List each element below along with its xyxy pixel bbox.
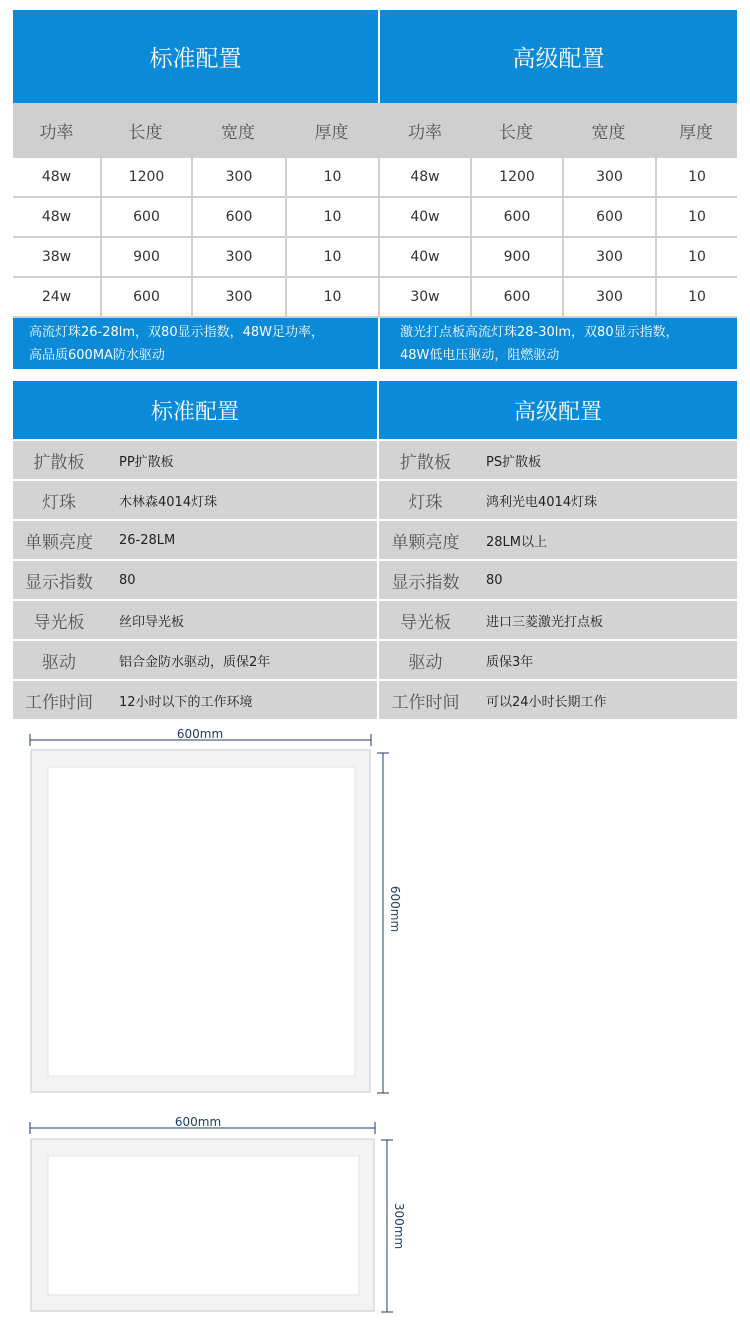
config-label: 扩散板 (33, 452, 85, 473)
config-value: 26-28LM (119, 532, 176, 548)
config-label: 驱动 (42, 652, 76, 673)
config-row (13, 481, 737, 519)
spec-cell: 300 (193, 278, 285, 316)
spec-cell: 600 (472, 278, 562, 316)
spec-cell: 30w (380, 278, 470, 316)
col-length: 长度 (128, 122, 163, 143)
column-header-row (13, 103, 737, 157)
spec-cell: 1200 (102, 158, 191, 196)
col-width: 宽度 (591, 122, 626, 143)
config-label: 导光板 (33, 612, 85, 633)
premium-header: 高级配置 (380, 10, 737, 103)
spec-cell: 600 (193, 198, 285, 236)
height-label: 300mm (392, 1202, 406, 1250)
col-power: 功率 (39, 122, 74, 143)
config-row (13, 441, 737, 479)
spec-data-grid (13, 157, 737, 318)
spec-cell: 10 (657, 278, 737, 316)
spec-cell: 24w (13, 278, 100, 316)
config-row (13, 641, 737, 679)
config-value: 80 (486, 572, 503, 588)
spec-cell: 10 (657, 158, 737, 196)
spec-cell: 300 (193, 238, 285, 276)
spec-cell: 48w (13, 158, 100, 196)
column-divider (377, 681, 379, 719)
spec-cell: 10 (287, 278, 378, 316)
config-label: 单颗亮度 (391, 532, 460, 553)
spec-cell: 10 (287, 198, 378, 236)
spec-cell: 900 (472, 238, 562, 276)
config-value: 28LM以上 (486, 534, 548, 550)
spec-cell: 300 (564, 238, 655, 276)
panel-600x600-diagram (25, 725, 415, 1100)
width-label: 600mm (174, 1115, 222, 1129)
standard-note (13, 318, 378, 369)
config-row (13, 521, 737, 559)
panel-light-area (48, 767, 355, 1076)
config-table (13, 381, 737, 719)
col-width: 宽度 (221, 122, 255, 143)
config-label: 导光板 (400, 612, 451, 633)
panel-600x300-diagram (25, 1110, 415, 1320)
standard-header: 标准配置 (13, 10, 378, 103)
config-label: 扩散板 (400, 452, 451, 473)
column-divider (377, 441, 379, 479)
config-value: 质保3年 (486, 654, 534, 670)
config-label: 工作时间 (25, 692, 93, 713)
config-label: 灯珠 (42, 492, 76, 513)
col-length: 长度 (499, 122, 533, 143)
column-divider (377, 561, 379, 599)
note-line: 激光打点板高流灯珠28-30lm，双80显示指数， (400, 325, 679, 340)
config-value: 丝印导光板 (119, 614, 185, 630)
config-value: PS扩散板 (486, 454, 542, 470)
column-divider (377, 641, 379, 679)
config-label: 灯珠 (408, 492, 443, 513)
premium-config-header: 高级配置 (379, 381, 737, 439)
height-label: 600mm (388, 885, 402, 933)
column-divider (377, 481, 379, 519)
config-value: PP扩散板 (119, 454, 174, 470)
spec-cell: 600 (472, 198, 562, 236)
spec-cell: 600 (564, 198, 655, 236)
spec-table (13, 10, 737, 369)
config-label: 驱动 (408, 652, 443, 673)
spec-cell: 10 (287, 238, 378, 276)
config-value: 可以24小时长期工作 (486, 694, 607, 710)
spec-cell: 600 (102, 198, 191, 236)
spec-cell: 300 (193, 158, 285, 196)
col-power: 功率 (408, 122, 442, 143)
config-label: 工作时间 (391, 692, 460, 713)
config-row (13, 601, 737, 639)
config-value: 铝合金防水驱动，质保2年 (119, 654, 271, 670)
spec-cell: 10 (287, 158, 378, 196)
note-line: 48W低电压驱动，阻燃驱动 (400, 348, 560, 363)
config-value: 12小时以下的工作环境 (119, 694, 253, 710)
note-line: 高品质600MA防水驱动 (29, 348, 165, 363)
spec-cell: 300 (564, 158, 655, 196)
spec-cell: 40w (380, 238, 470, 276)
spec-cell: 48w (13, 198, 100, 236)
config-label: 显示指数 (391, 572, 460, 593)
config-value: 进口三菱激光打点板 (486, 614, 604, 630)
config-label: 显示指数 (25, 572, 93, 593)
config-value: 木林森4014灯珠 (119, 494, 218, 510)
spec-cell: 900 (102, 238, 191, 276)
header-divider (378, 10, 380, 103)
note-divider (378, 318, 380, 369)
spec-cell: 600 (102, 278, 191, 316)
spec-cell: 48w (380, 158, 470, 196)
config-row (13, 681, 737, 719)
panel-light-area (48, 1156, 359, 1295)
config-label: 单颗亮度 (25, 532, 93, 553)
premium-note (380, 318, 737, 369)
spec-cell: 10 (657, 198, 737, 236)
standard-config-header: 标准配置 (13, 381, 377, 439)
config-row (13, 561, 737, 599)
spec-cell: 40w (380, 198, 470, 236)
spec-cell: 1200 (472, 158, 562, 196)
col-thickness: 厚度 (314, 122, 349, 143)
spec-cell: 300 (564, 278, 655, 316)
config-value: 80 (119, 572, 136, 588)
column-divider (377, 601, 379, 639)
spec-cell: 10 (657, 238, 737, 276)
spec-cell: 38w (13, 238, 100, 276)
width-label: 600mm (176, 727, 224, 741)
column-divider (377, 521, 379, 559)
col-thickness: 厚度 (679, 122, 713, 143)
note-line: 高流灯珠26-28lm，双80显示指数，48W足功率， (29, 325, 324, 340)
config-value: 鸿利光电4014灯珠 (486, 494, 598, 510)
